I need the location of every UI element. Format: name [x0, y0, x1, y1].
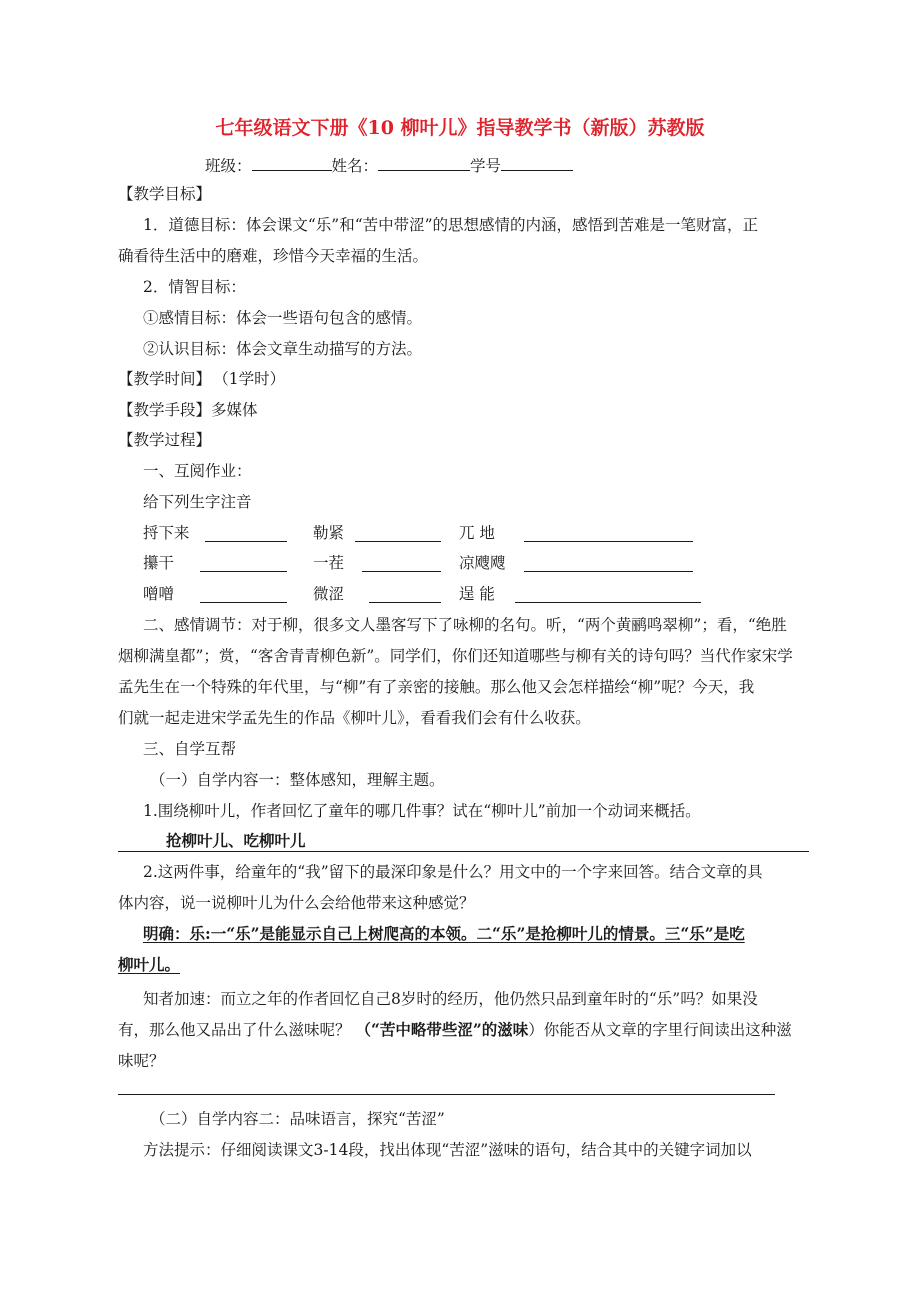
- question-2-line1: 2.这两件事，给童年的“我”留下的最深印象是什么？用文中的一个字来回答。结合文章的具: [143, 863, 763, 881]
- answer-blank[interactable]: [515, 586, 701, 603]
- answer-1-underline: [118, 851, 809, 852]
- answer-blank[interactable]: [362, 555, 441, 572]
- word-item: 噌噌: [143, 585, 175, 603]
- goal-moral-line2: 确看待生活中的磨难，珍惜今天幸福的生活。: [118, 247, 429, 265]
- time-row: [118, 369, 285, 389]
- extra-line2: [118, 1020, 792, 1040]
- goal-emo-heading: 2．情智目标：: [143, 278, 246, 296]
- word-item: 勒紧: [313, 524, 345, 542]
- question-1: 1.围绕柳叶儿，作者回忆了童年的哪几件事？试在“柳叶儿”前加一个动词来概括。: [143, 802, 701, 820]
- word-item: 攥干: [143, 554, 175, 572]
- part1-heading: （一）自学内容一：整体感知，理解主题。: [150, 771, 445, 789]
- answer-blank[interactable]: [355, 525, 441, 542]
- word-item: 逞 能: [459, 585, 495, 603]
- method-hint: 方法提示：仔细阅读课文3-14段，找出体现“苦涩”滋味的语句，结合其中的关键字词加以: [143, 1141, 752, 1159]
- answer-2-line1: 明确：乐:一“乐”是能显示自己上树爬高的本领。二“乐”是抢柳叶儿的情景。三“乐”是吃: [143, 924, 745, 943]
- extra-text-a: 有，那么他又品出了什么滋味呢？: [118, 1021, 356, 1039]
- answer-line[interactable]: [118, 1094, 775, 1095]
- goal-emo-2: ②认识目标：体会文章生动描写的方法。: [143, 340, 423, 358]
- id-label: 学号: [470, 157, 502, 175]
- part2-heading: （二）自学内容二：品味语言，探究“苦涩”: [150, 1110, 445, 1128]
- answer-blank[interactable]: [369, 586, 441, 603]
- name-label: 姓名：: [331, 157, 379, 175]
- student-info-row: [205, 154, 573, 176]
- class-blank[interactable]: [252, 154, 332, 171]
- extra-text-bold: （“苦中略带些涩”的滋味: [355, 1020, 529, 1039]
- name-blank[interactable]: [378, 154, 470, 171]
- goal-emo-1: ①感情目标：体会一些语句包含的感情。: [143, 309, 423, 327]
- answer-1: 抢柳叶儿、吃柳叶儿: [166, 831, 306, 850]
- means-row: [118, 400, 258, 420]
- word-item: 捋下来: [143, 524, 190, 542]
- question-2-line2: 体内容，说一说柳叶儿为什么会给他带来这种感觉？: [118, 894, 475, 912]
- word-item: 一茬: [313, 554, 345, 572]
- extra-line1: 知者加速：而立之年的作者回忆自己8岁时的经历，他仍然只品到童年时的“乐”吗？如果没: [143, 990, 758, 1008]
- word-item: 微涩: [313, 585, 345, 603]
- class-label: 班级：: [205, 157, 252, 175]
- pinyin-intro: 给下列生字注音: [143, 493, 252, 511]
- means-value: 多媒体: [211, 401, 258, 419]
- step2-line1: 二、感情调节：对于柳，很多文人墨客写下了咏柳的名句。听，“两个黄鹂鸣翠柳”；看，“绝胜: [143, 616, 787, 634]
- page-title: 七年级语文下册《10 柳叶儿》指导教学书（新版）苏教版: [215, 117, 705, 139]
- id-blank[interactable]: [501, 154, 573, 171]
- means-heading: 【教学手段】: [118, 401, 212, 419]
- word-item: 兀 地: [459, 524, 495, 542]
- answer-2-line2: 柳叶儿。: [118, 955, 181, 974]
- step2-line3: 孟先生在一个特殊的年代里，与“柳”有了亲密的接触。那么他又会怎样描绘“柳”呢？今天，我: [118, 678, 755, 696]
- time-heading: 【教学时间】: [118, 370, 212, 388]
- process-heading: 【教学过程】: [118, 431, 212, 449]
- answer-blank[interactable]: [200, 555, 287, 572]
- extra-text-c: ）你能否从文章的字里行间读出这种滋: [528, 1021, 792, 1039]
- answer-blank[interactable]: [200, 586, 287, 603]
- answer-blank[interactable]: [524, 525, 693, 542]
- step2-line2: 烟柳满皇都”；赏，“客舍青青柳色新”。同学们，你们还知道哪些与柳有关的诗句吗？当代作家宋学: [118, 647, 793, 665]
- answer-blank[interactable]: [524, 555, 693, 572]
- word-item: 凉飕飕: [459, 554, 506, 572]
- step2-line4: 们就一起走进宋学孟先生的作品《柳叶儿》，看看我们会有什么收获。: [118, 709, 591, 727]
- goal-moral-line1: 1．道德目标：体会课文“乐”和“苦中带涩”的思想感情的内涵，感悟到苦难是一笔财富，正: [143, 216, 759, 234]
- answer-blank[interactable]: [205, 525, 287, 542]
- step3: 三、自学互帮: [143, 740, 237, 758]
- goals-heading: 【教学目标】: [118, 185, 212, 203]
- step1: 一、互阅作业：: [143, 462, 252, 480]
- extra-line3: 味呢？: [118, 1052, 165, 1070]
- time-value: （1学时）: [221, 370, 286, 388]
